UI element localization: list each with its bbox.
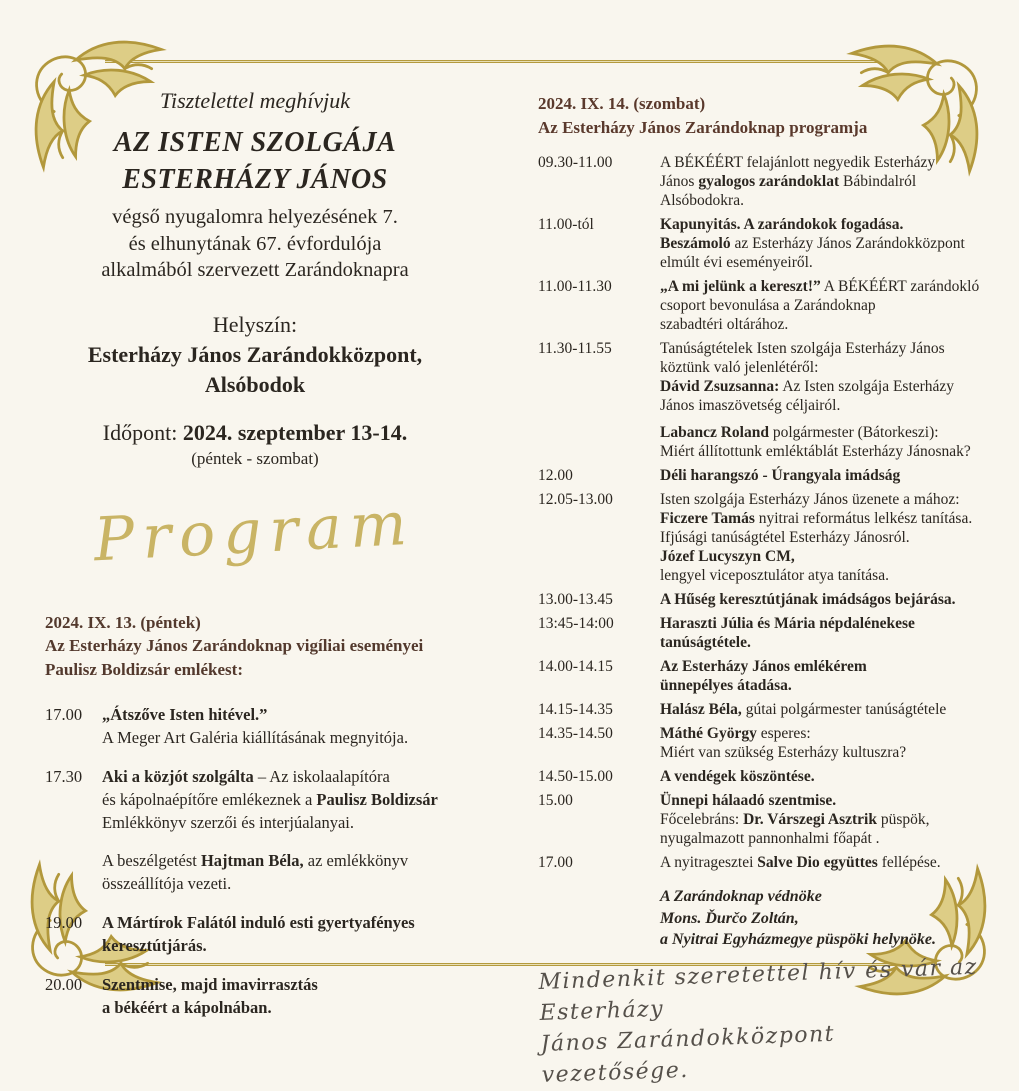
schedule-description: Az Esterházy János emlékérem ünnepélyes átadása. <box>660 658 867 694</box>
schedule-description: Déli harangszó - Úrangyala imádság <box>660 467 901 484</box>
schedule-description: A nyitragesztei Salve Dio együttes fellépése. <box>660 854 941 871</box>
schedule-item <box>45 973 465 1019</box>
schedule-item <box>45 911 465 957</box>
schedule-item <box>538 614 988 652</box>
patron-block <box>660 886 988 951</box>
schedule-item <box>538 590 988 609</box>
venue-label: Helyszín: <box>212 311 298 337</box>
friday-date-heading: 2024. IX. 13. (péntek) <box>45 612 201 632</box>
schedule-item <box>538 490 988 585</box>
schedule-item <box>45 765 465 895</box>
schedule-item <box>538 339 988 461</box>
date-label: Időpont: <box>102 419 183 445</box>
schedule-description: Máthé György esperes: Miért van szükség Esterházy kultuszra? <box>660 725 907 761</box>
schedule-description: „Átszőve Isten hitével.” A Meger Art Galéria kiállításának megnyitója. <box>102 705 409 747</box>
patron-role: a Nyitrai Egyházmegye püspöki helynöke. <box>660 931 936 948</box>
schedule-time: 12.05-13.00 <box>538 491 613 508</box>
invitation-subtitle-line1: végső nyugalomra helyezésének 7. <box>112 206 398 228</box>
schedule-item <box>538 724 988 762</box>
schedule-description: Isten szolgája Esterházy János üzenete a mához: Ficzere Tamás nyitrai református lelkész tanítása. Ifjúsági tanúságtétel Esterházy Jánosról. Józef Lucyszyn CM, lengyel viceposztulátor atya tanítása. <box>660 491 973 584</box>
schedule-time: 09.30-11.00 <box>538 154 613 171</box>
schedule-time: 12.00 <box>538 467 573 484</box>
schedule-item <box>538 700 988 719</box>
saturday-schedule <box>538 153 988 872</box>
schedule-item <box>538 277 988 334</box>
date-value: 2024. szeptember 13-14. <box>182 419 408 445</box>
schedule-time: 13.00-13.45 <box>538 591 613 608</box>
right-column <box>538 92 988 1091</box>
schedule-time: 15.00 <box>538 792 573 809</box>
schedule-time: 14.35-14.50 <box>538 725 613 742</box>
invitation-title-line1: AZ ISTEN SZOLGÁJA <box>113 127 397 158</box>
left-column <box>45 88 465 1035</box>
closing-line2: János Zarándokközpont vezetősége. <box>540 1021 836 1088</box>
schedule-description: A vendégek köszöntése. <box>660 768 815 785</box>
venue-city: Alsóbodok <box>204 371 306 397</box>
schedule-item <box>45 703 465 749</box>
saturday-subheading: Az Esterházy János Zarándoknap programja <box>538 117 868 137</box>
schedule-item <box>538 657 988 695</box>
schedule-time: 11.30-11.55 <box>538 340 612 357</box>
schedule-time: 11.00-11.30 <box>538 278 612 295</box>
schedule-item <box>538 853 988 872</box>
program-script-heading: Program <box>92 488 417 575</box>
friday-subheading2: Paulisz Boldizsár emlékest: <box>45 659 243 679</box>
schedule-item <box>538 215 988 272</box>
invitation-subtitle-line3: alkalmából szervezett Zarándoknapra <box>101 259 409 281</box>
schedule-description: A Mártírok Falától induló esti gyertyafényes keresztútjárás. <box>102 913 415 955</box>
schedule-time: 17.30 <box>45 767 83 786</box>
schedule-time: 13:45-14:00 <box>538 615 614 632</box>
schedule-description: A Hűség keresztútjának imádságos bejárása. <box>660 591 956 608</box>
schedule-description: A BÉKÉÉRT felajánlott negyedik Esterházy János gyalogos zarándoklat Bábindalról Alsóbodokra. <box>660 154 936 209</box>
schedule-item <box>538 767 988 786</box>
schedule-description: Ünnepi hálaadó szentmise. Főcelebráns: Dr. Várszegi Asztrik püspök, nyugalmazott pannonhalmi főapát . <box>660 792 930 847</box>
closing-script <box>538 951 992 1091</box>
schedule-time: 14.00-14.15 <box>538 658 613 675</box>
friday-subheading: Az Esterházy János Zarándoknap vigíliai eseményei <box>45 636 424 655</box>
schedule-item <box>538 466 988 485</box>
closing-line1: Mindenkit szeretettel hív és vár az Esterházy <box>538 954 979 1026</box>
saturday-date-heading: 2024. IX. 14. (szombat) <box>538 94 706 113</box>
patron-name: Mons. Ďurčo Zoltán, <box>660 909 799 927</box>
schedule-item <box>538 791 988 848</box>
invitation-title-line2: ESTERHÁZY JÁNOS <box>122 164 388 195</box>
schedule-description: „A mi jelünk a kereszt!” A BÉKÉÉRT zarándokló csoport bevonulása a Zarándoknap szabadtéri oltárához. <box>660 278 980 333</box>
schedule-description: Haraszti Júlia és Mária népdalénekese tanúságtétele. <box>660 615 915 651</box>
invitation-intro: Tisztelettel meghívjuk <box>159 88 351 113</box>
schedule-description: Szentmise, majd imavirrasztás a békéért a kápolnában. <box>102 975 318 1017</box>
schedule-time: 14.50-15.00 <box>538 768 613 785</box>
schedule-time: 11.00-tól <box>538 216 594 233</box>
schedule-description: Aki a közjót szolgálta – Az iskolaalapítóra és kápolnaépítőre emlékeznek a Paulisz Boldizsár Emlékkönyv szerzői és interjúalanyai. A beszélgetést Hajtman Béla, az emlékkönyv összeállítója vezeti. <box>102 767 438 893</box>
schedule-time: 17.00 <box>45 705 83 724</box>
schedule-time: 14.15-14.35 <box>538 701 613 718</box>
invitation-subtitle-line2: és elhunytának 67. évfordulója <box>128 232 382 255</box>
gold-frame-top-line <box>105 60 914 63</box>
date-days-note: (péntek - szombat) <box>191 448 319 468</box>
schedule-time: 20.00 <box>45 975 83 994</box>
schedule-description: Tanúságtételek Isten szolgája Esterházy János köztünk való jelenlétéről: Dávid Zsuzsanna: Az Isten szolgája Esterházy János imaszövetség céljairól. Labancz Roland polgármester (Bátorkeszi): Miért állítottunk emléktáblát Esterházy Jánosnak? <box>660 340 971 460</box>
schedule-description: Kapunyitás. A zarándokok fogadása. Beszámoló az Esterházy János Zarándokközpont elmúlt évi eseményeiről. <box>660 216 965 271</box>
schedule-time: 17.00 <box>538 854 573 871</box>
event-date <box>45 420 465 469</box>
schedule-description: Halász Béla, gútai polgármester tanúságtétele <box>660 701 947 718</box>
schedule-item <box>538 153 988 210</box>
venue-name: Esterházy János Zarándokközpont, <box>87 341 423 367</box>
patron-title: A Zarándoknap védnöke <box>660 888 822 905</box>
friday-schedule <box>45 703 465 1019</box>
schedule-time: 19.00 <box>45 913 83 932</box>
